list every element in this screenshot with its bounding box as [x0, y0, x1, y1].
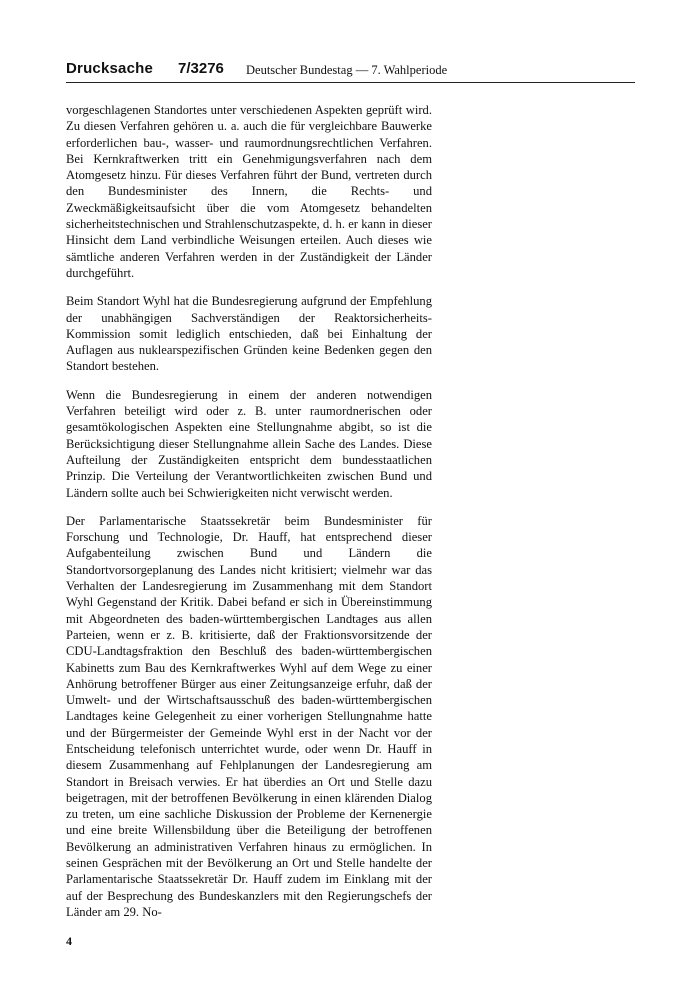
paragraph: Beim Standort Wyhl hat die Bundesregierung aufgrund der Empfehlung der unabhängigen Sachverständigen der Reaktorsicherheits-Kommission somit lediglich entschieden, daß bei Einhaltung der Auflagen aus nuklearspezifischen Gründen keine Bedenken gegen den Standort bestehen.	[66, 294, 432, 374]
document-label: Drucksache	[66, 60, 154, 77]
paragraph: vorgeschlagenen Standortes unter verschiedenen Aspekten geprüft wird. Zu diesen Verfahren gehören u. a. auch die für vergleichbare Bauwerke erforderlichen bau-, wasser- und raumordnungsrechtlichen Verfahren. Bei Kernkraftwerken tritt ein Genehmigungsverfahren nach dem Atomgesetz hinzu. Für dieses Verfahren führt der Bund, vertreten durch den Bundesminister des Innern, die Rechts- und Zweckmäßigkeitsaufsicht über die vom Atomgesetz behandelten sicherheitstechnischen und Strahlenschutzaspekte, d. h. er kann in dieser Hinsicht dem Land verbindliche Weisungen erteilen. Auch dieses wie sämtliche anderen Verfahren werden in der Zuständigkeit der Länder durchgeführt.	[66, 103, 432, 280]
document-number: 7/3276	[178, 60, 224, 77]
page-number: 4	[66, 934, 72, 948]
body-text	[66, 102, 432, 932]
header-title: Deutscher Bundestag — 7. Wahlperiode	[246, 63, 448, 77]
paragraph: Wenn die Bundesregierung in einem der anderen notwendigen Verfahren beteiligt wird oder z. B. unter raumordnerischen oder gesamtökologischen Aspekten eine Stellungnahme abgibt, so ist die Berücksichtigung dieser Stellungnahme allein Sache des Landes. Diese Aufteilung der Zuständigkeiten entspricht dem bundesstaatlichen Prinzip. Die Verteilung der Verantwortlichkeiten zwischen Bund und Ländern sollte auch bei Schwierigkeiten nicht verwischt werden.	[66, 387, 432, 500]
page-header	[66, 60, 635, 83]
paragraph: Der Parlamentarische Staatssekretär beim Bundesminister für Forschung und Technologie, Dr. Hauff, hat entsprechend dieser Aufgabenteilung zwischen Bund und Ländern die Standortvorsorgeplanung des Landes nicht kritisiert; vielmehr war das Verhalten der Landesregierung im Zusammenhang mit dem Standort Wyhl Gegenstand der Kritik. Dabei befand er sich in Übereinstimmung mit Abgeordneten des baden-württembergischen Landtages aus allen Parteien, wenn er z. B. kritisierte, daß der Fraktionsvorsitzende der CDU-Landtagsfraktion den Beschluß des baden-württembergischen Kabinetts zum Bau des Kernkraftwerkes Wyhl auf dem Wege zu einer Anhörung betroffener Bürger aus einer Zeitungsanzeige erfuhr, daß der Umwelt- und der Wirtschaftsausschuß des baden-württembergischen Landtages keine Gelegenheit zu einer vorherigen Stellungnahme hatte und der Bürgermeister der Gemeinde Wyhl erst in der Nacht vor der Entscheidung telefonisch unterrichtet wurde, oder wenn Dr. Hauff in diesem Zusammenhang auf Fehlplanungen der Landesregierung am Standort in Breisach verwies. Er hat überdies an Ort und Stelle dazu beigetragen, mit der betroffenen Bevölkerung in einen klärenden Dialog zu treten, um eine sachliche Diskussion der Probleme der Kernenergie und eine breite Willensbildung über die Beteiligung der betroffenen Bevölkerung an administrativen Verfahren hinaus zu ermöglichen. In seinen Gesprächen mit der Bevölkerung an Ort und Stelle handelte der Parlamentarische Staatssekretär Dr. Hauff zudem im Einklang mit der auf der Besprechung des Bundeskanzlers mit den Regierungschefs der Länder am 29. No-	[66, 513, 432, 919]
